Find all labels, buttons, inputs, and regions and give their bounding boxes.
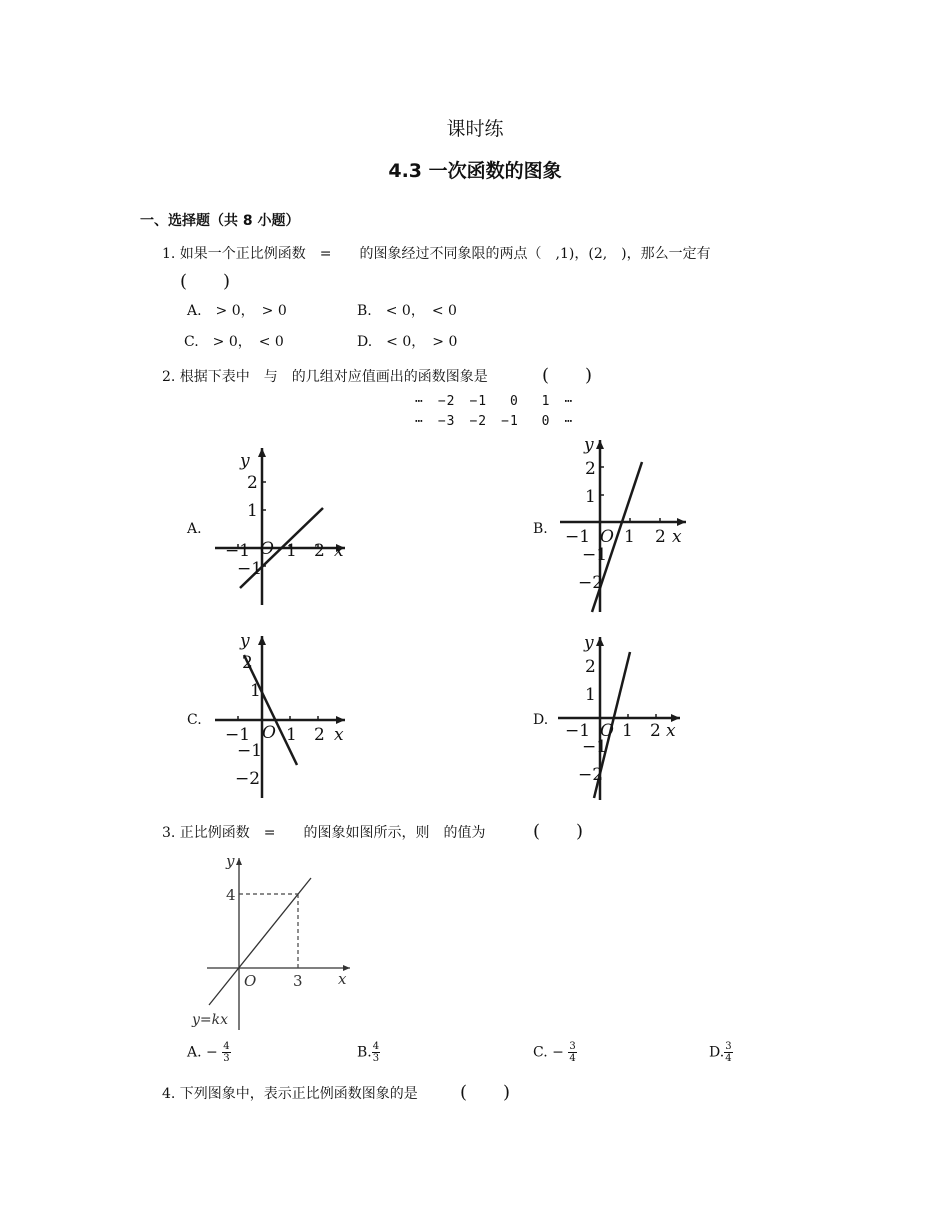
graph-c-origin: O: [262, 723, 276, 743]
graph-d-y-label: y: [584, 633, 594, 653]
section-heading: 一、选择题（共 8 小题）: [140, 213, 300, 229]
value-table-row-x: ⋯ −2 −1 0 1 ⋯: [415, 394, 574, 409]
question-2-text: 2. 根据下表中 与 的几组对应值画出的函数图象是: [162, 369, 488, 385]
q3-x-tick: 3: [293, 972, 303, 990]
q3-y-label: y: [226, 852, 235, 870]
graph-c-tick-y2: 2: [242, 653, 253, 673]
graph-a-origin: O: [260, 539, 274, 559]
question-1-option-b: B. < 0， < 0: [357, 303, 457, 319]
graph-c-x-label: x: [334, 725, 344, 745]
lesson-title: 4.3 一次函数的图象: [388, 160, 562, 182]
graph-c-y-label: y: [240, 631, 250, 651]
graph-c-tick-xn1: −1: [225, 725, 251, 745]
page-title: 课时练: [446, 118, 504, 140]
graph-b-x-label: x: [672, 527, 682, 547]
graph-d-tick-y1: 1: [585, 685, 596, 705]
fraction: $\frac{4}{3}$: [372, 1041, 380, 1064]
fraction: $\frac{3}{4}$: [725, 1041, 732, 1064]
graph-d-origin: O: [600, 721, 614, 741]
graph-d-tick-xn1: −1: [565, 721, 591, 741]
graph-a-x-label: x: [334, 541, 344, 561]
graph-a-tick-y1: 1: [247, 501, 258, 521]
graph-a-tick-yn1: −1: [237, 559, 263, 579]
graph-d-tick-x1: 1: [622, 721, 633, 741]
graph-a-tick-xn1: −1: [225, 541, 251, 561]
question-4-answer-paren: ( ): [460, 1082, 511, 1103]
graph-d-tick-yn2: −2: [578, 765, 604, 785]
graph-c-tick-y1: 1: [250, 681, 261, 701]
graph-b-tick-x2: 2: [655, 527, 666, 547]
q3-line-label: y=kx: [192, 1012, 229, 1028]
question-1-option-a: A. > 0， > 0: [187, 303, 287, 319]
graph-d-x-label: x: [666, 721, 676, 741]
graph-b-origin: O: [600, 527, 614, 547]
question-3-answer-paren: ( ): [533, 821, 584, 842]
graph-c-tick-x1: 1: [286, 725, 297, 745]
value-table-row-y: ⋯ −3 −2 −1 0 ⋯: [415, 414, 574, 429]
question-1-answer-paren: ( ): [180, 271, 231, 292]
question-1-option-d: D. < 0， > 0: [357, 334, 458, 350]
q3-x-label: x: [338, 970, 347, 988]
graph-b-tick-y1: 1: [585, 487, 596, 507]
graph-d-tick-x2: 2: [650, 721, 661, 741]
graph-a-tick-y2: 2: [247, 473, 258, 493]
question-2-answer-paren: ( ): [542, 365, 593, 386]
graph-a-y-label: y: [240, 451, 250, 471]
fraction: $\frac{4}{3}$: [223, 1041, 230, 1064]
graph-c-tick-yn2: −2: [235, 769, 261, 789]
graph-b-tick-yn2: −2: [578, 573, 604, 593]
question-1-option-c: C. > 0， < 0: [184, 334, 284, 350]
graph-b-tick-y2: 2: [585, 459, 596, 479]
graph-option-d-label: D.: [533, 712, 549, 728]
fraction: $\frac{3}{4}$: [569, 1041, 576, 1064]
graph-b-tick-xn1: −1: [565, 527, 591, 547]
graph-c-tick-yn1: −1: [237, 741, 263, 761]
graph-b-tick-yn1: −1: [582, 545, 608, 565]
graph-option-a-label: A.: [187, 521, 202, 537]
q3-origin: O: [244, 972, 257, 990]
graph-a-tick-x1: 1: [286, 541, 297, 561]
question-3-option-d: D. $\frac{3}{4}$: [709, 1041, 732, 1064]
question-3-text: 3. 正比例函数 = 的图象如图所示，则 的值为: [162, 825, 486, 841]
question-4-text: 4. 下列图象中，表示正比例函数图象的是: [162, 1086, 418, 1102]
graph-d-tick-y2: 2: [585, 657, 596, 677]
graph-b-tick-x1: 1: [624, 527, 635, 547]
q3-y-tick: 4: [226, 886, 236, 904]
graph-d-tick-yn1: −1: [582, 737, 608, 757]
graph-option-c-label: C.: [187, 712, 202, 728]
graph-option-b-label: B.: [533, 521, 548, 537]
graph-c-tick-x2: 2: [314, 725, 325, 745]
graph-a-tick-x2: 2: [314, 541, 325, 561]
question-3-option-a: A. − $\frac{4}{3}$: [187, 1041, 230, 1064]
question-1-text: 1. 如果一个正比例函数 = 的图象经过不同象限的两点（ ,1)，(2, )，那么一定有: [162, 246, 711, 262]
question-3-option-b: B. $\frac{4}{3}$: [357, 1041, 380, 1064]
graph-b-y-label: y: [584, 435, 594, 455]
question-3-option-c: C. − $\frac{3}{4}$: [533, 1041, 576, 1064]
